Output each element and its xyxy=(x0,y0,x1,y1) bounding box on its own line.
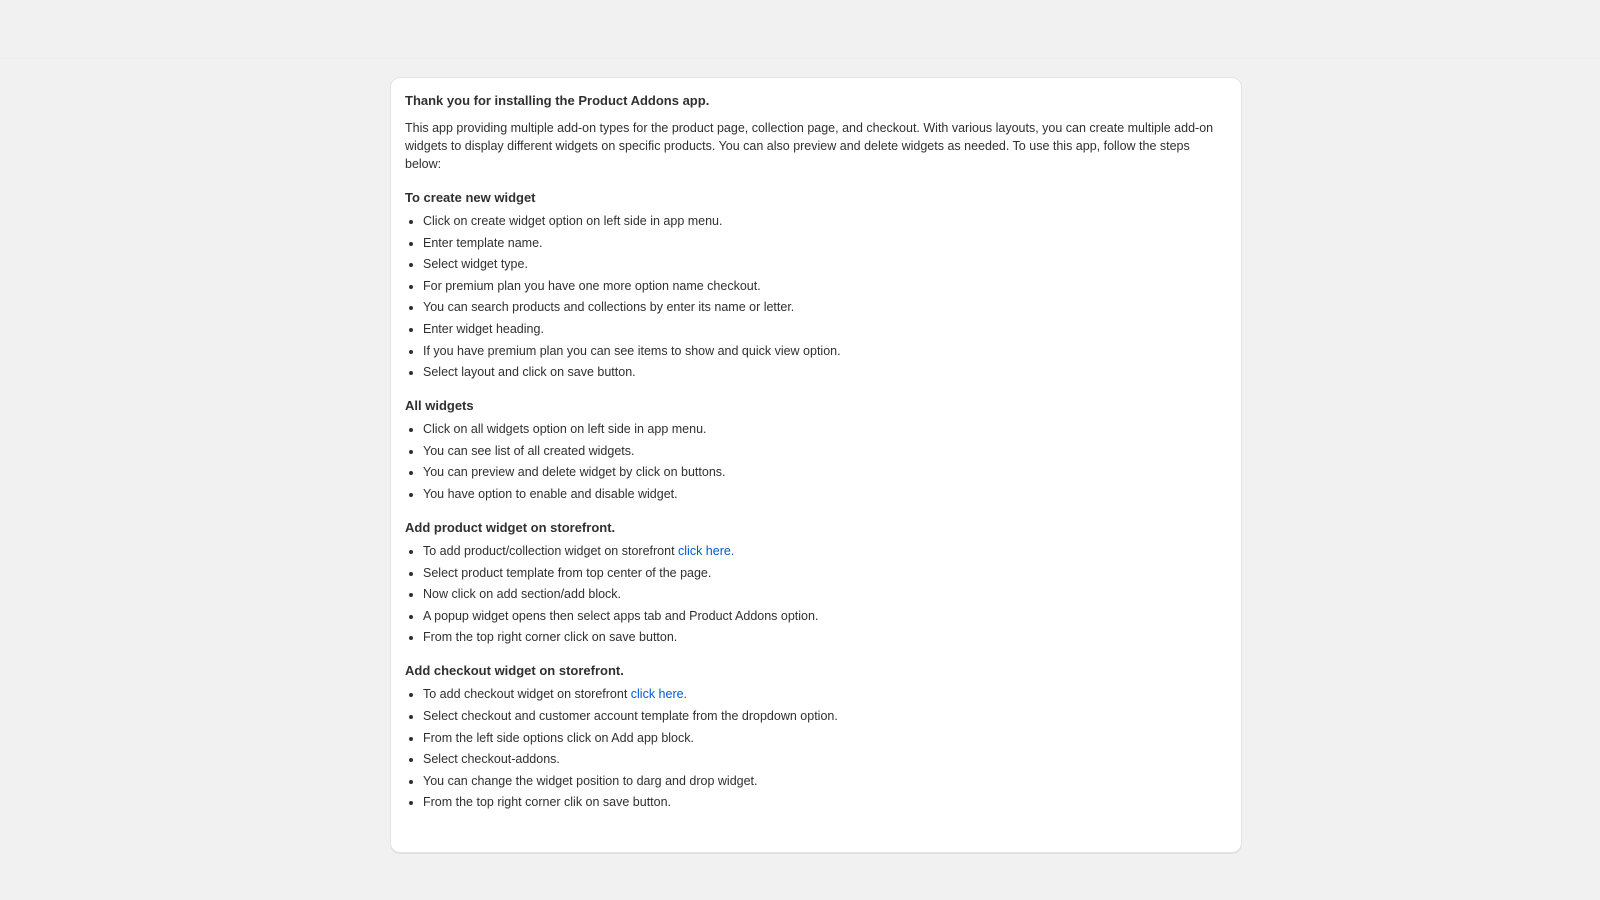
list-item: • Select checkout-addons. xyxy=(423,750,1227,768)
all-widgets-list xyxy=(405,420,1227,503)
list-item: • You can search products and collections by enter its name or letter. xyxy=(423,298,1227,316)
list-item: • Select widget type. xyxy=(423,255,1227,273)
list-item: • Select checkout and customer account template from the dropdown option. xyxy=(423,707,1227,725)
product-widget-click-here-link[interactable]: click here. xyxy=(678,543,735,558)
list-item: • You can preview and delete widget by click on buttons. xyxy=(423,463,1227,481)
list-item: • From the left side options click on Add app block. xyxy=(423,729,1227,747)
product-widget-intro-text: To add product/collection widget on storefront xyxy=(423,543,679,558)
list-item: • Select layout and click on save button. xyxy=(423,363,1227,381)
product-widget-section xyxy=(405,519,1227,646)
checkout-widget-heading: Add checkout widget on storefront. xyxy=(405,663,624,679)
list-item: • You can change the widget position to darg and drop widget. xyxy=(423,772,1227,790)
list-item xyxy=(423,542,1227,560)
list-item: • From the top right corner clik on save button. xyxy=(423,793,1227,811)
list-item: • Enter widget heading. xyxy=(423,320,1227,338)
list-item: • If you have premium plan you can see items to show and quick view option. xyxy=(423,342,1227,360)
list-item: • Click on all widgets option on left side in app menu. xyxy=(423,420,1227,438)
list-item: • You have option to enable and disable widget. xyxy=(423,485,1227,503)
create-widget-heading: To create new widget xyxy=(405,190,536,205)
checkout-widget-click-here-link[interactable]: click here. xyxy=(630,687,688,702)
product-widget-list xyxy=(405,542,1227,646)
checkout-widget-section xyxy=(405,662,1227,811)
top-bar xyxy=(0,0,1600,59)
create-widget-section xyxy=(405,189,1227,381)
create-widget-list xyxy=(405,212,1227,381)
all-widgets-heading: All widgets xyxy=(405,398,474,414)
list-item: • Now click on add section/add block. xyxy=(423,585,1227,603)
all-widgets-section xyxy=(405,397,1227,503)
list-item: • You can see list of all created widgets. xyxy=(423,442,1227,460)
checkout-widget-list xyxy=(405,685,1227,811)
intro-text: This app providing multiple add-on types for the product page, collection page, and checkout. With various layouts, you can create multiple add-on widgets to display different widgets on specific products. You can also preview and delete widgets as needed. To use this app, follow the steps below: xyxy=(405,121,1214,171)
list-item: • Click on create widget option on left side in app menu. xyxy=(423,212,1227,230)
instructions-card xyxy=(390,77,1242,853)
product-widget-heading: Add product widget on storefront. xyxy=(405,519,616,535)
list-item: • From the top right corner click on save button. xyxy=(423,628,1227,646)
checkout-widget-intro-text: To add checkout widget on storefront xyxy=(423,687,631,702)
list-item: • For premium plan you have one more option name checkout. xyxy=(423,277,1227,295)
card-title: Thank you for installing the Product Addons app. xyxy=(405,93,710,108)
list-item xyxy=(423,685,1227,703)
list-item: • Enter template name. xyxy=(423,234,1227,252)
list-item: • A popup widget opens then select apps tab and Product Addons option. xyxy=(423,607,1227,625)
list-item: • Select product template from top center of the page. xyxy=(423,564,1227,582)
